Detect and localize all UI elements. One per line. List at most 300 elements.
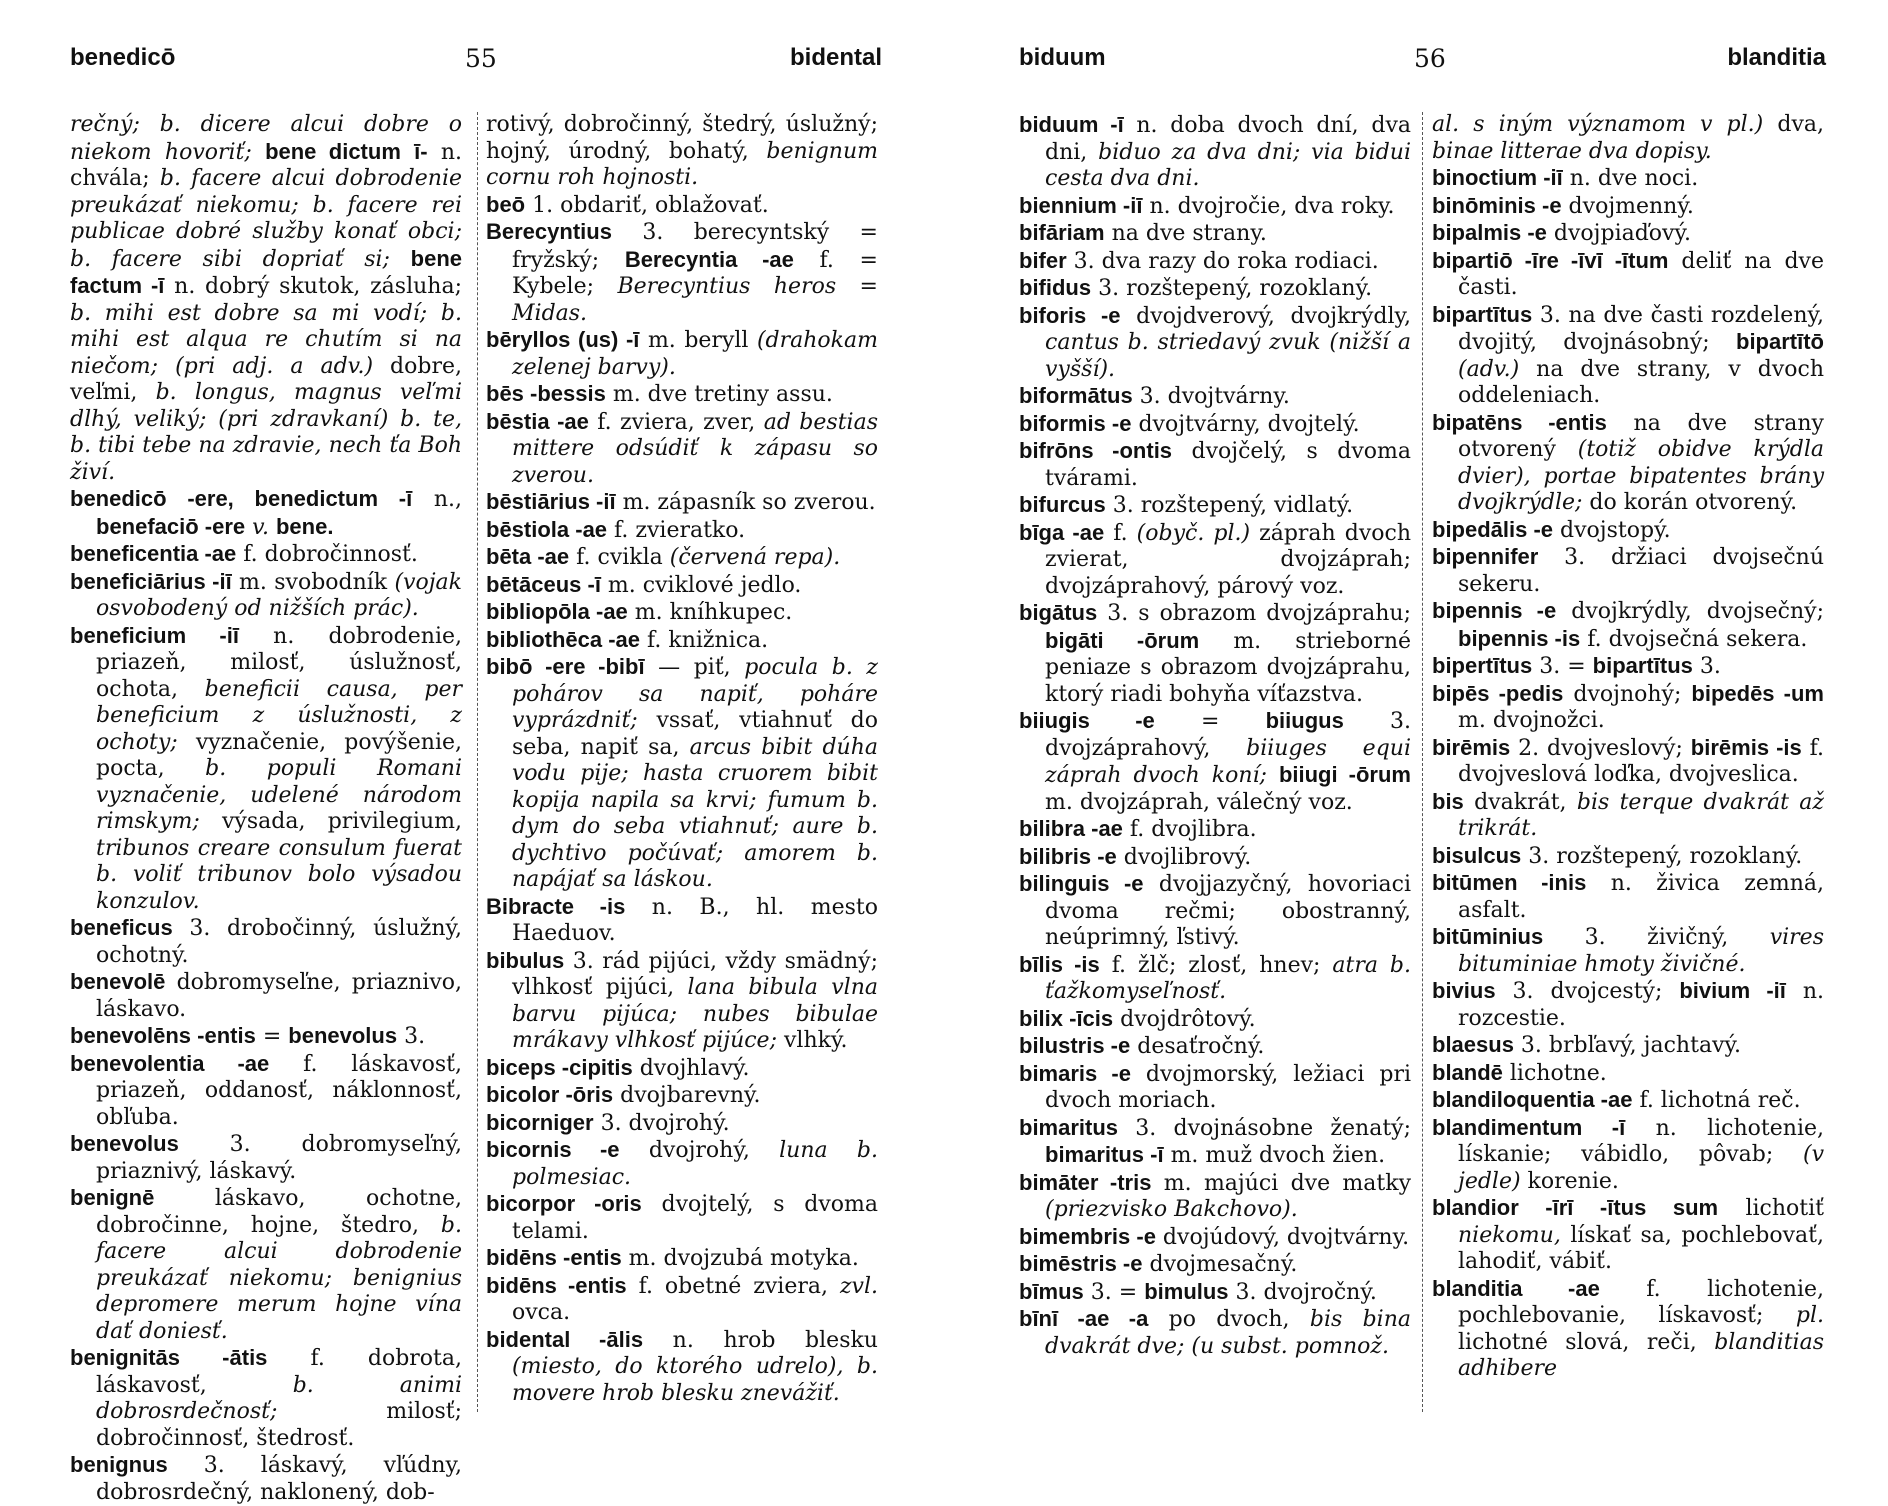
dictionary-entry: [1432, 112, 1824, 165]
definition-text: f. cvikla: [569, 545, 670, 570]
definition-text: m. cviklové jedlo.: [600, 572, 802, 598]
dictionary-entry: [1019, 1170, 1411, 1224]
dictionary-entry: [1019, 1224, 1411, 1252]
definition-text: n. rozcestie.: [1458, 979, 1824, 1031]
dictionary-entry: [1432, 1115, 1824, 1196]
italic-text: benignum cornu roh hojnosti.: [486, 138, 878, 190]
right-page: [944, 0, 1888, 1500]
headword: bipertītus: [1432, 653, 1533, 678]
definition-text: 1. obdariť, oblažovať.: [525, 192, 769, 218]
italic-text: pl.: [1795, 1303, 1824, 1328]
definition-text: dvojčelý, s dvoma tvárami.: [1045, 439, 1411, 491]
headword: bīmus: [1019, 1278, 1084, 1304]
definition-text: m. zápasník so zverou.: [615, 490, 876, 515]
definition-text: 3.: [1692, 654, 1721, 679]
definition-text: 3. rozštepený, vidlatý.: [1105, 493, 1354, 518]
dictionary-entry: [1019, 816, 1411, 844]
definition-text: n. dvojročie, dva roky.: [1142, 193, 1395, 219]
dictionary-column: [486, 112, 878, 1407]
definition-text: 3. držiaci dvojsečnú sekeru.: [1458, 545, 1824, 597]
dictionary-entry: [486, 327, 878, 381]
headword: bifidus: [1019, 275, 1092, 300]
headword: bimaris -e: [1019, 1060, 1131, 1086]
headword: benedicō -ere, benedictum -ī: [70, 486, 413, 511]
italic-text: (obyč. pl.): [1136, 520, 1251, 546]
headword: Berecyntia -ae: [624, 246, 794, 272]
headword: benevolus: [288, 1023, 398, 1048]
definition-text: 3. dvojcestý;: [1495, 979, 1680, 1004]
dictionary-entry: [486, 894, 878, 948]
running-head-left: benedicō: [70, 44, 176, 71]
dictionary-entry: [486, 1327, 878, 1408]
definition-text: m. svobodník: [231, 569, 395, 595]
definition-text: po dvoch,: [1148, 1307, 1310, 1332]
headword: bēs -bessis: [486, 381, 606, 406]
definition-text: n. doba dvoch dní, dva dni,: [1045, 113, 1412, 165]
definition-text: m. kníhkupec.: [627, 600, 793, 625]
headword: binōminis -e: [1432, 192, 1562, 218]
headword: benignē: [70, 1185, 155, 1210]
definition-text: m. majúci dve matky: [1151, 1170, 1411, 1196]
italic-text: (totiž obidve krýdla dvier), portae bipatentes brány dvojkrýdle;: [1458, 437, 1824, 515]
definition-text: =: [1154, 709, 1266, 734]
definition-text: f. obetné zviera,: [626, 1273, 840, 1299]
italic-text: tribunos creare consulum fuerat b. voliť tribunov bolo výsadou konzulov.: [96, 835, 462, 914]
definition-text: [269, 515, 276, 540]
headword: benignus: [70, 1452, 168, 1477]
italic-text: b. animi dobrosrdečnosť;: [96, 1372, 462, 1424]
headword: bicorpor -oris: [486, 1191, 642, 1216]
headword: biforis -e: [1019, 302, 1121, 328]
definition-text: dvojtelý, s dvoma telami.: [512, 1192, 878, 1244]
definition-text: lichotiť: [1718, 1196, 1824, 1221]
italic-text: blanditias adhibere: [1458, 1329, 1824, 1381]
dictionary-entry: [1019, 1033, 1411, 1061]
headword: bēryllos (us) -ī: [486, 327, 640, 352]
headword: blandimentum -ī: [1432, 1114, 1626, 1140]
dictionary-entry: [70, 1185, 462, 1345]
italic-text: (v jedle): [1458, 1142, 1824, 1194]
headword: bīnī -ae -a: [1019, 1306, 1149, 1331]
dictionary-entry: [70, 541, 462, 569]
headword: biceps -cipitis: [486, 1054, 633, 1080]
definition-text: 3. drobočinný, úslužný, ochotný.: [96, 916, 462, 968]
dictionary-column: [1019, 112, 1411, 1360]
definition-text: dvojmesačný.: [1142, 1252, 1298, 1277]
left-page: [0, 0, 944, 1505]
definition-text: dvojpiaďový.: [1546, 221, 1691, 246]
definition-text: dvakrát,: [1463, 789, 1577, 815]
italic-text: bis terque dvakrát až trikrát.: [1458, 789, 1824, 841]
headword: bifāriam: [1019, 220, 1105, 245]
headword: bipartītō: [1736, 329, 1824, 354]
definition-text: 3. dvojzáprahový,: [1045, 709, 1411, 761]
headword: Bibracte -is: [486, 893, 626, 919]
definition-text: n. živica zemná, asfalt.: [1458, 871, 1824, 923]
definition-text: vyznačenie, povýšenie, pocta,: [96, 729, 462, 781]
definition-text: korenie.: [1520, 1168, 1619, 1194]
headword: bigāti -ōrum: [1045, 627, 1200, 653]
dictionary-entry: [70, 915, 462, 969]
headword: bifrōns -ontis: [1019, 438, 1173, 463]
italic-text: biiuges equi záprah dvoch koní;: [1045, 735, 1411, 788]
dictionary-entry: [70, 486, 462, 541]
definition-text: 3. berecyntský = fryžský;: [512, 220, 878, 273]
dictionary-entry: [486, 654, 878, 894]
headword: bene factum -ī: [70, 245, 462, 298]
italic-text: luna b. polmesiac.: [512, 1138, 878, 1190]
italic-text: b. mihi est dobre sa mi vodí; b. mihi est alqua re chutím si na niečom; (pri adj. a adv.): [70, 300, 462, 379]
definition-text: f. láskavosť, priazeň, oddanosť, náklonnosť, obľuba.: [96, 1051, 462, 1130]
dictionary-entry: [1019, 708, 1411, 816]
headword: bētāceus -ī: [486, 571, 601, 597]
page-number: 55: [465, 44, 497, 73]
dictionary-entry: [1019, 248, 1411, 276]
definition-text: dvojmenný.: [1561, 193, 1694, 219]
italic-text: binae litterae dva dopisy.: [1432, 138, 1712, 164]
definition-text: 3. dvojnásobne ženatý;: [1118, 1115, 1411, 1141]
page-number: 56: [1414, 44, 1446, 73]
dictionary-entry: [1432, 978, 1824, 1032]
headword: bīga -ae: [1019, 519, 1105, 545]
definition-text: desaťročný.: [1130, 1034, 1265, 1059]
definition-text: dvojnohý;: [1563, 681, 1692, 707]
headword: benevolē: [70, 969, 166, 994]
dictionary-entry: [1432, 1195, 1824, 1276]
definition-text: dvojdverový, dvojkrýdly,: [1120, 303, 1411, 329]
headword: bimembris -e: [1019, 1223, 1156, 1249]
definition-text: f. dobrota, láskavosť,: [96, 1346, 462, 1398]
dictionary-entry: [486, 381, 878, 409]
definition-text: n.,: [412, 487, 462, 512]
headword: biiugi -ōrum: [1278, 762, 1411, 787]
headword: bitūmen -inis: [1432, 870, 1587, 895]
dictionary-entry: [1019, 520, 1411, 601]
dictionary-entry: [1019, 600, 1411, 708]
headword: bipēs -pedis: [1432, 680, 1564, 706]
dictionary-entry: [1019, 193, 1411, 221]
headword: biiugis -e: [1019, 708, 1155, 733]
dictionary-entry: [486, 544, 878, 572]
running-head-right: bidental: [789, 44, 882, 71]
definition-text: m. muž dvoch žien.: [1163, 1143, 1386, 1168]
definition-text: 3. =: [1532, 654, 1593, 679]
dictionary-entry: [486, 517, 878, 545]
dictionary-entry: [70, 623, 462, 916]
running-head-right: blanditia: [1727, 44, 1826, 71]
dictionary-entry: [1019, 1279, 1411, 1307]
headword: bipedēs -um: [1691, 680, 1824, 706]
headword: bifurcus: [1019, 492, 1106, 517]
dictionary-entry: [1019, 383, 1411, 411]
headword: bidental -ālis: [486, 1326, 644, 1352]
dictionary-entry: [70, 1131, 462, 1185]
column-divider: [477, 112, 478, 1412]
headword: bipatēns -entis: [1432, 409, 1607, 435]
definition-text: vssať, vtiahnuť do seba, napiť sa,: [512, 708, 878, 760]
headword: bimaritus: [1019, 1114, 1119, 1140]
dictionary-entry: [486, 1082, 878, 1110]
definition-text: dvojjazyčný, hovoriaci dvoma rečmi; obostranný, neúprimný, ľstivý.: [1045, 872, 1411, 950]
definition-text: dvojrohý,: [619, 1138, 780, 1163]
headword: bilinguis -e: [1019, 871, 1144, 896]
headword: bibulus: [486, 947, 565, 973]
dictionary-entry: [1432, 789, 1824, 843]
definition-text: záprah dvoch zvierat, dvojzáprah; dvojzáprahový, párový voz.: [1045, 520, 1412, 599]
headword: bilibra -ae: [1019, 816, 1123, 841]
headword: birēmis -is: [1690, 734, 1802, 760]
italic-text: (vojak osvobodený od nižších prác).: [96, 569, 462, 621]
dictionary-entry: [1432, 517, 1824, 545]
dictionary-entry: [1432, 843, 1824, 871]
column-divider: [1422, 112, 1423, 1412]
headword: bivium -iī: [1679, 978, 1786, 1003]
definition-text: 3. na dve časti rozdelený, dvojitý, dvojnásobný;: [1458, 302, 1824, 355]
definition-text: f. knižnica.: [640, 627, 769, 653]
headword: bēstia -ae: [486, 408, 589, 434]
headword: bidēns -entis: [486, 1272, 627, 1298]
definition-text: 3. =: [1083, 1279, 1145, 1305]
dictionary-entry: [1019, 411, 1411, 439]
italic-text: v.: [252, 514, 269, 540]
definition-text: lichotne.: [1502, 1060, 1607, 1086]
dictionary-entry: [486, 1110, 878, 1138]
headword: bicolor -ōris: [486, 1082, 614, 1107]
italic-text: zvl.: [839, 1273, 878, 1299]
headword: benevolēns -entis: [70, 1023, 256, 1048]
definition-text: f. dvojlibra.: [1122, 817, 1257, 842]
headword: bicorniger: [486, 1109, 594, 1135]
dictionary-entry: [486, 948, 878, 1055]
headword: Berecyntius: [486, 219, 612, 244]
definition-text: 3. rád pijúci, vždy smädný; vlhkosť pijúci,: [512, 948, 878, 1000]
dictionary-entry: [1019, 1251, 1411, 1279]
headword: blandior -īrī -ītus sum: [1432, 1195, 1719, 1220]
headword: bis: [1432, 788, 1464, 814]
definition-text: 3. rozštepený, rozoklaný.: [1091, 276, 1373, 301]
definition-text: 3. dvojrohý.: [593, 1110, 730, 1136]
headword: bīlis -is: [1019, 951, 1100, 977]
dictionary-entry: [1019, 303, 1411, 384]
definition-text: f. zvieratko.: [607, 517, 746, 543]
headword: bimāter -tris: [1019, 1169, 1152, 1195]
dictionary-entry: [1019, 275, 1411, 303]
dictionary-entry: [70, 969, 462, 1023]
dictionary-entry: [486, 489, 878, 517]
definition-text: =: [255, 1024, 289, 1049]
headword: blandē: [1432, 1059, 1503, 1085]
dictionary-entry: [486, 192, 878, 220]
definition-text: dvojhlavý.: [632, 1055, 750, 1081]
italic-text: bis bina dvakrát dve; (u subst. pomnož.: [1045, 1307, 1412, 1359]
dictionary-entry: [486, 1273, 878, 1327]
dictionary-entry: [1432, 248, 1824, 302]
dictionary-entry: [486, 572, 878, 600]
dictionary-entry: [1432, 1032, 1824, 1060]
definition-text: vlhký.: [777, 1028, 848, 1053]
headword: beneficentia -ae: [70, 541, 237, 566]
headword: bimēstris -e: [1019, 1251, 1143, 1276]
definition-text: výsada, privilegium,: [199, 809, 462, 834]
headword: bipennis -e: [1432, 598, 1557, 623]
italic-text: b. longus, magnus veľmi dlhý, veliký; (pri zdravkaní) b. te, b. tibi tebe na zdravie, nech ťa Boh živí.: [70, 380, 462, 485]
dictionary-column: [70, 112, 462, 1506]
dictionary-entry: [1432, 924, 1824, 978]
headword: biformis -e: [1019, 410, 1132, 436]
headword: ī-: [414, 138, 428, 164]
headword: binoctium -iī: [1432, 165, 1563, 190]
definition-text: 3. s obrazom dvojzáprahu;: [1097, 601, 1411, 626]
definition-text: 3. dvojtvárny.: [1132, 384, 1290, 409]
italic-text: rečný; b. dicere alcui dobre o niekom hovoriť;: [70, 112, 462, 165]
dictionary-entry: [1019, 844, 1411, 872]
definition-text: n. dve noci.: [1562, 166, 1699, 191]
dictionary-entry: [70, 1051, 462, 1132]
definition-text: 3. dva razy do roka rodiaci.: [1066, 248, 1379, 274]
definition-text: milosť; dobročinnosť, štedrosť.: [96, 1399, 462, 1451]
headword: bipalmis -e: [1432, 220, 1547, 245]
headword: beō: [486, 191, 526, 217]
definition-text: n. hrob blesku: [643, 1327, 878, 1353]
definition-text: m. dvojnožci.: [1458, 708, 1605, 733]
definition-text: [401, 140, 414, 165]
italic-text: ad bestias mittere odsúdiť k zápasu so zverou.: [512, 409, 878, 488]
headword: biennium -iī: [1019, 192, 1143, 218]
headword: bilustris -e: [1019, 1033, 1131, 1058]
dictionary-entry: [1019, 438, 1411, 492]
headword: bigātus: [1019, 600, 1098, 625]
definition-text: 2. dvojveslový;: [1510, 735, 1691, 761]
definition-text: m. dve tretiny assu.: [605, 382, 833, 407]
definition-text: n. dobrý skutok, zásluha;: [164, 274, 462, 299]
definition-text: na dve strany, v dvoch oddeleniach.: [1458, 356, 1824, 408]
dictionary-entry: [1432, 735, 1824, 789]
headword: bipennifer: [1432, 544, 1539, 569]
definition-text: f. lichotenie, pochlebovanie, lískavosť;: [1458, 1276, 1824, 1328]
definition-text: m. beryll: [639, 328, 757, 353]
definition-text: lichotné slová, reči,: [1458, 1329, 1715, 1355]
headword: bipartiō -īre -īvī -ītum: [1432, 247, 1669, 273]
dictionary-entry: [70, 112, 462, 486]
definition-text: dvojkrýdly, dvojsečný;: [1556, 599, 1824, 624]
definition-text: f. dobročinnosť.: [236, 542, 418, 567]
definition-text: 3. dobromyseľný, priaznivý, láskavý.: [96, 1132, 462, 1184]
headword: bidēns -entis: [486, 1245, 622, 1270]
definition-text: m. dvojzubá motyka.: [621, 1246, 859, 1271]
headword: bipedālis -e: [1432, 516, 1554, 542]
dictionary-entry: [1432, 653, 1824, 681]
headword: bisulcus: [1432, 842, 1522, 868]
definition-text: rotivý, dobročinný, štedrý, úslužný; hojný, úrodný, bohatý,: [486, 112, 878, 164]
dictionary-entry: [1432, 1060, 1824, 1088]
dictionary-column: [1432, 112, 1824, 1383]
headword: blaesus: [1432, 1032, 1514, 1057]
dictionary-entry: [486, 219, 878, 327]
headword: bibliopōla -ae: [486, 599, 628, 624]
dictionary-entry: [1432, 220, 1824, 248]
headword: bipartītus: [1592, 653, 1693, 678]
dictionary-entry: [1432, 302, 1824, 410]
headword: bēta -ae: [486, 544, 570, 569]
definition-text: n. lichotenie, lískanie; vábidlo, pôvab;: [1458, 1115, 1824, 1167]
definition-text: 3.: [397, 1024, 426, 1049]
dictionary-entry: [486, 599, 878, 627]
italic-text: atra b. ťažkomyseľnosť.: [1045, 952, 1412, 1004]
definition-text: [1267, 763, 1279, 788]
headword: bimaritus -ī: [1045, 1142, 1164, 1167]
headword: bimulus: [1144, 1278, 1229, 1304]
headword: bicornis -e: [486, 1137, 620, 1162]
headword: biduum -ī: [1019, 112, 1124, 137]
definition-text: na dve strany otvorený: [1458, 410, 1824, 462]
dictionary-entry: [1432, 544, 1824, 598]
dictionary-entry: [1019, 952, 1411, 1006]
italic-text: pocula b. z pohárov sa napiť, poháre vyprázdniť;: [512, 655, 878, 733]
headword: bilibris -e: [1019, 843, 1117, 869]
definition-text: 3. rozštepený, rozoklaný.: [1521, 843, 1803, 869]
dictionary-entry: [70, 569, 462, 623]
definition-text: na dve strany.: [1104, 221, 1267, 246]
dictionary-entry: [1432, 870, 1824, 924]
definition-text: dvojdrôtový.: [1113, 1006, 1256, 1032]
italic-text: (červená repa).: [669, 545, 841, 570]
headword: blandiloquentia -ae: [1432, 1087, 1633, 1112]
headword: bipartītus: [1432, 301, 1533, 327]
italic-text: (drahokam zelenej barvy).: [512, 328, 878, 380]
definition-text: 3. dvojročný.: [1228, 1279, 1377, 1305]
headword: beneficium -iī: [70, 622, 239, 648]
italic-text: cantus b. striedavý zvuk (nižší a vyšší).: [1045, 330, 1411, 382]
italic-text: b. facere alcui dobrodenie preukázať niekomu; b. facere rei publicae dobré služby konať obci; b. facere sibi dopriať si;: [70, 166, 463, 272]
dictionary-entry: [1432, 681, 1824, 735]
definition-text: 3. živičný,: [1543, 925, 1770, 950]
italic-text: lana bibula vlna barvu pijúca; nubes bibulae mrákavy vlhkosť pijúce;: [512, 975, 878, 1053]
dictionary-entry: [1019, 220, 1411, 248]
definition-text: 3. láskavý, vľúdny, dobrosrdečný, naklonený, dob-: [96, 1453, 462, 1505]
dictionary-entry: [1432, 410, 1824, 517]
italic-text: arcus bibit dúha vodu pije; hasta cruorem bibit kopija napila sa krvi; fumum b. dym do seba vtiahnuť; aure b. dychtivo počúvať; amorem b. napájať sa láskou.: [512, 734, 878, 892]
headword: blanditia -ae: [1432, 1275, 1600, 1301]
italic-text: b. facere alcui dobrodenie preukázať niekomu; benignius depromere merum hojne vína dať doniesť.: [96, 1212, 462, 1344]
italic-text: biduo za dva dni; via bidui cesta dva dni.: [1045, 139, 1412, 191]
dictionary-entry: [486, 409, 878, 490]
italic-text: Berecyntius heros = Midas.: [512, 274, 878, 326]
headword: bene dictum: [265, 138, 401, 164]
definition-text: f. = Kybele;: [512, 247, 878, 299]
definition-text: m. dvojzáprah, válečný voz.: [1045, 789, 1353, 815]
definition-text: láskavo, ochotne, dobročinne, hojne, štedro,: [96, 1186, 462, 1238]
italic-text: vires bituminiae hmoty živičné.: [1458, 925, 1824, 977]
dictionary-entry: [486, 112, 878, 192]
definition-text: dvojúdový, dvojtvárny.: [1155, 1224, 1410, 1250]
dictionary-entry: [1019, 1306, 1411, 1360]
definition-text: — piť,: [644, 655, 745, 680]
italic-text: (miesto, do ktorého udrelo), b. movere hrob blesku znevážiť.: [512, 1354, 878, 1406]
definition-text: dvojbarevný.: [613, 1083, 761, 1108]
dictionary-entry: [1019, 492, 1411, 520]
headword: beneficus: [70, 915, 173, 940]
dictionary-entry: [486, 1055, 878, 1083]
definition-text: f. zviera, zver,: [588, 409, 764, 435]
dictionary-entry: [1432, 1276, 1824, 1383]
dictionary-entry: [1019, 1061, 1411, 1115]
italic-text: beneficii causa, per beneficium z úslužnosti, z ochoty;: [96, 676, 462, 755]
headword: bēstiārius -iī: [486, 489, 616, 514]
definition-text: dvojlibrový.: [1116, 844, 1252, 870]
headword: bipennis -is: [1458, 625, 1581, 651]
definition-text: dvojtvárny, dvojtelý.: [1131, 411, 1360, 437]
definition-text: n. B., hl. mesto Haeduov.: [512, 894, 878, 946]
